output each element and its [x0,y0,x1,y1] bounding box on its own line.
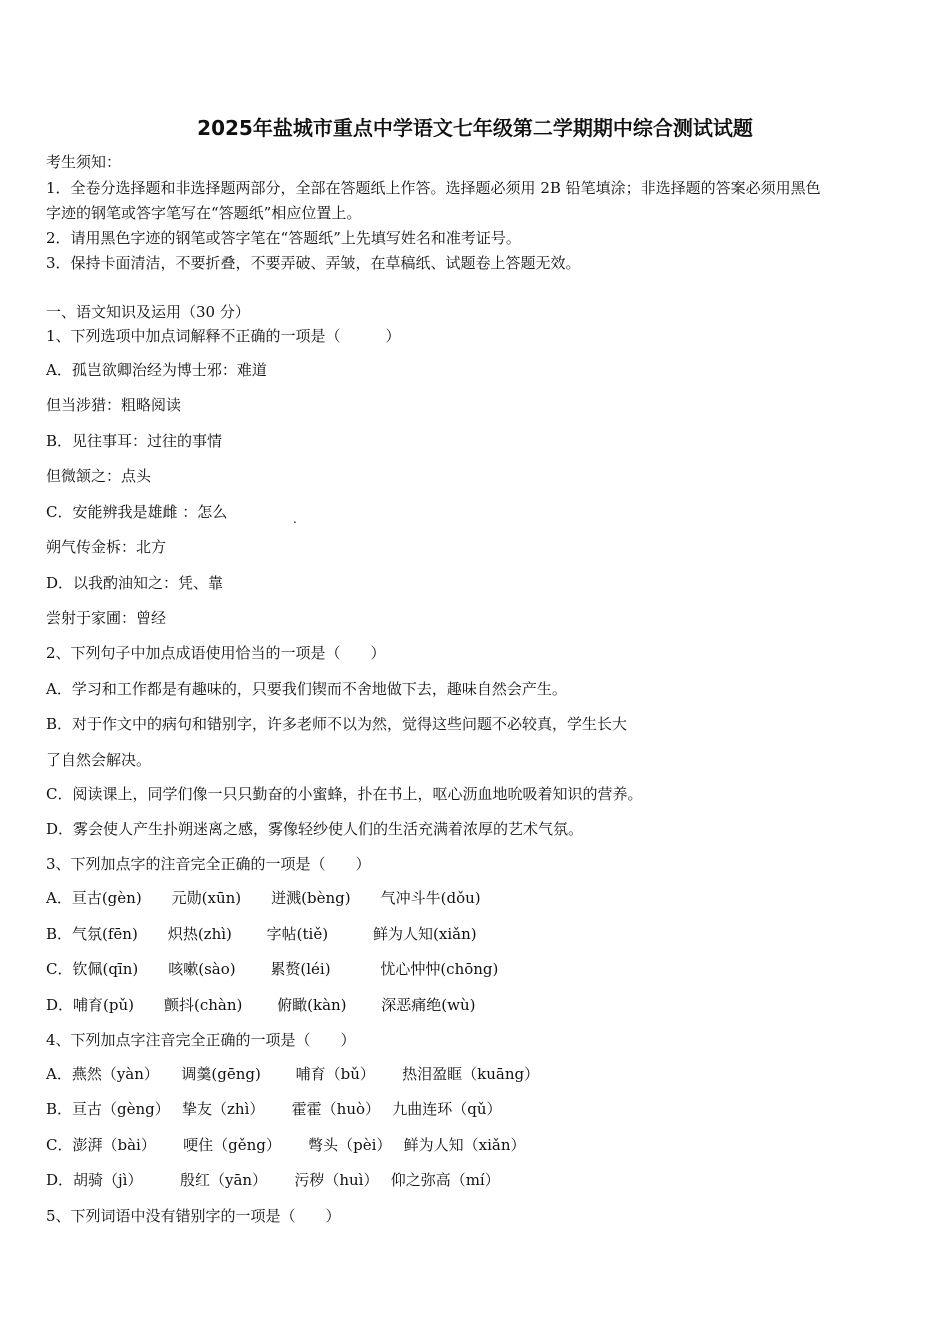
option-line: B．亘古（gèng） 挚友（zhì） 霍霍（huò） 九曲连环（qǔ） [46,1100,502,1118]
option-line: D．以我酌油知之：凭、靠 [46,574,224,592]
option-line: C．钦佩(qīn) 咳嗽(sào) 累赘(léi) 忧心忡忡(chōng) [46,960,499,978]
option-line: C．阅读课上，同学们像一只只勤奋的小蜜蜂，扑在书上，呕心沥血地吮吸着知识的营养。 [46,785,643,803]
question-stem: 2、下列句子中加点成语使用恰当的一项是（ ） [46,644,386,662]
question-stem: 5、下列词语中没有错别字的一项是（ ） [46,1207,341,1225]
notice-heading: 考生须知： [46,153,122,171]
notice-item: 字迹的钢笔或答字笔写在“答题纸”相应位置上。 [46,204,362,222]
option-line: C．安能辨我是雄雌 ：怎么 [46,503,228,521]
option-line: B．气氛(fēn) 炽热(zhì) 字帖(tiě) 鲜为人知(xiǎn) [46,925,477,943]
option-line: C．澎湃（bài） 哽住（gěng） 彆头（pèi） 鲜为人知（xiǎn） [46,1136,526,1154]
stray-mark: . [293,512,297,526]
option-line: 朔气传金柝：北方 [46,538,167,556]
option-line: B．对于作文中的病句和错别字，许多老师不以为然，觉得这些问题不必较真，学生长大 [46,715,628,733]
question-stem: 4、下列加点字注音完全正确的一项是（ ） [46,1031,356,1049]
question-stem: 1、下列选项中加点词解释不正确的一项是（ ） [46,327,401,345]
option-line: A．燕然（yàn） 调羹(gēng) 哺育（bǔ） 热泪盈眶（kuāng） [46,1065,540,1083]
notice-item: 3．保持卡面清洁，不要折叠，不要弄破、弄皱，在草稿纸、试题卷上答题无效。 [46,254,581,272]
option-line: B．见往事耳：过往的事情 [46,432,223,450]
option-line: 但微颔之：点头 [46,467,152,485]
option-line: A．亘古(gèn) 元勋(xūn) 迸溅(bèng) 气冲斗牛(dǒu) [46,889,481,907]
question-stem: 3、下列加点字的注音完全正确的一项是（ ） [46,855,371,873]
option-line: 但当涉猎：粗略阅读 [46,396,182,414]
option-line: 尝射于家圃：曾经 [46,609,167,627]
option-line: D．胡骑（jì） 殷红（yān） 污秽（huì） 仰之弥高（mí） [46,1171,500,1189]
option-line: A．学习和工作都是有趣味的，只要我们锲而不舍地做下去，趣味自然会产生。 [46,680,567,698]
option-line: D．哺育(pǔ) 颤抖(chàn) 俯瞰(kàn) 深恶痛绝(wù) [46,996,476,1014]
section-heading: 一、语文知识及运用（30 分） [46,303,250,321]
page-title: 2025年盐城市重点中学语文七年级第二学期期中综合测试试题 [197,116,753,140]
option-line: D．雾会使人产生扑朔迷离之感，雾像轻纱使人们的生活充满着浓厚的艺术气氛。 [46,820,584,838]
option-line: 了自然会解决。 [46,751,152,769]
notice-item: 1．全卷分选择题和非选择题两部分，全部在答题纸上作答。选择题必须用 2B 铅笔填涂；非选择题的答案必须用黑色 [46,179,821,197]
notice-item: 2．请用黑色字迹的钢笔或答字笔在“答题纸”上先填写姓名和准考证号。 [46,229,521,247]
option-line: A．孤岂欲卿治经为博士邪：难道 [46,361,267,379]
